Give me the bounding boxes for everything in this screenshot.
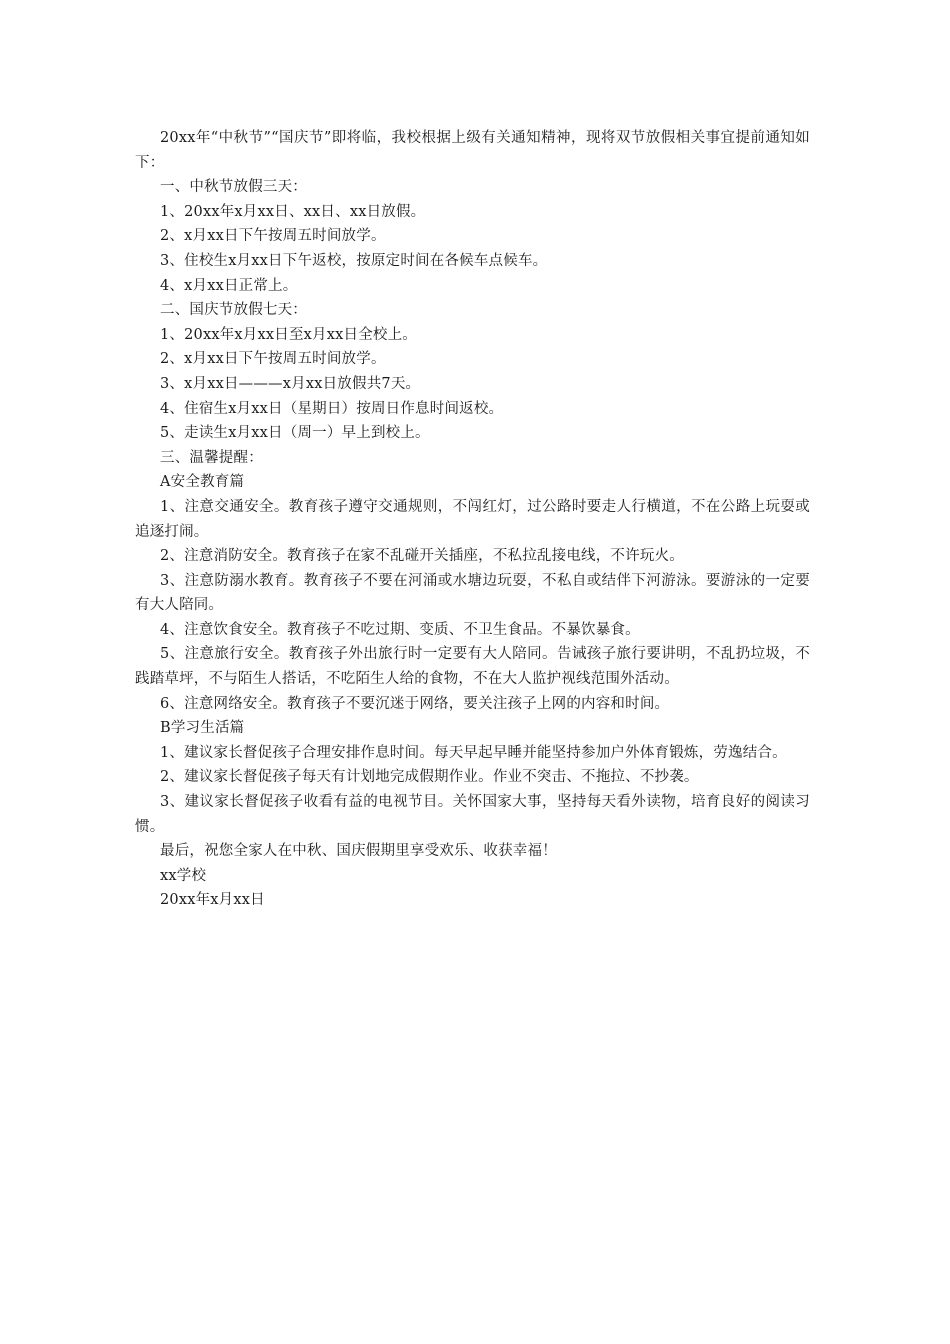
section-heading-mid-autumn: 一、中秋节放假三天： [160,179,307,196]
list-item: 4、住宿生x月xx日（星期日）按周日作息时间返校。 [160,400,504,417]
list-item: 3、住校生x月xx日下午返校，按原定时间在各候车点候车。 [160,252,548,269]
list-item: 5、走读生x月xx日（周一）早上到校上。 [160,425,430,442]
closing-wish: 最后，祝您全家人在中秋、国庆假期里享受欢乐、收获幸福！ [160,843,557,860]
list-item: 1、建议家长督促孩子合理安排作息时间。每天早起早睡并能坚持参加户外体育锻炼，劳逸结合。 [160,744,787,761]
subsection-heading-study-life: B学习生活篇 [160,720,245,737]
list-item: 6、注意网络安全。教育孩子不要沉迷于网络，要关注孩子上网的内容和时间。 [160,695,670,712]
intro-paragraph: 20xx年“中秋节”“国庆节”即将临，我校根据上级有关通知精神，现将双节放假相关事宜提前通知如下： [135,130,810,171]
list-item: 2、注意消防安全。教育孩子在家不乱碰开关插座，不私拉乱接电线，不许玩火。 [160,548,684,565]
list-item: 3、注意防溺水教育。教育孩子不要在河涌或水塘边玩耍，不私自或结伴下河游泳。要游泳的一定要有大人陪同。 [135,572,810,614]
list-item: 4、注意饮食安全。教育孩子不吃过期、变质、不卫生食品。不暴饮暴食。 [160,621,640,638]
section-heading-reminders: 三、温馨提醒： [160,449,263,466]
section-heading-national-day: 二、国庆节放假七天： [160,302,307,319]
list-item: 2、x月xx日下午按周五时间放学。 [160,351,386,368]
notice-body [135,126,810,913]
list-item: 1、注意交通安全。教育孩子遵守交通规则，不闯红灯，过公路时要走人行横道，不在公路上玩耍或追逐打闹。 [135,498,810,540]
list-item: 3、建议家长督促孩子收看有益的电视节目。关怀国家大事，坚持每天看外读物，培育良好的阅读习惯。 [135,794,810,835]
list-item: 3、x月xx日———x月xx日放假共7天。 [160,375,421,392]
list-item: 1、20xx年x月xx日至x月xx日全校上。 [160,326,417,343]
list-item: 4、x月xx日正常上。 [160,277,298,294]
subsection-heading-safety: A安全教育篇 [160,474,245,491]
list-item: 1、20xx年x月xx日、xx日、xx日放假。 [160,203,426,220]
list-item: 2、x月xx日下午按周五时间放学。 [160,228,386,245]
list-item: 2、建议家长督促孩子每天有计划地完成假期作业。作业不突击、不拖拉、不抄袭。 [160,769,699,786]
signature-date: 20xx年x月xx日 [160,892,265,909]
list-item: 5、注意旅行安全。教育孩子外出旅行时一定要有大人陪同。告诫孩子旅行要讲明，不乱扔垃圾，不践踏草坪，不与陌生人搭话，不吃陌生人给的食物，不在大人监护视线范围外活动。 [135,646,810,688]
signature-school: xx学校 [160,867,207,884]
